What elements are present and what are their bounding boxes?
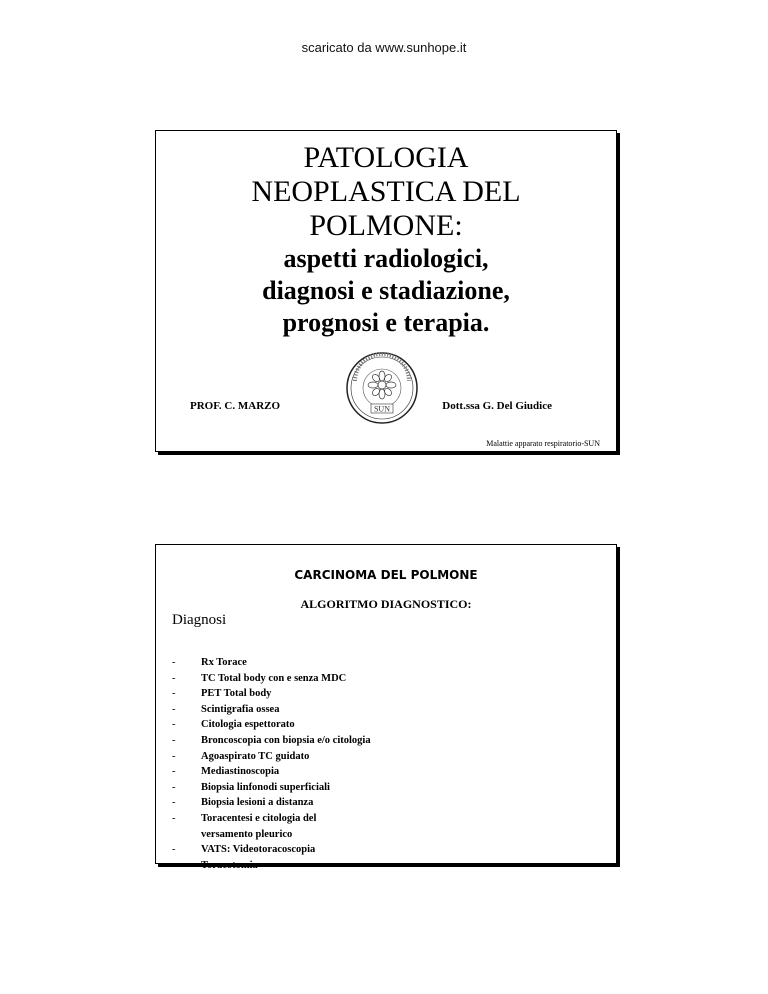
list-item: - Toracentesi e citologia del versamento pleurico <box>172 812 317 840</box>
list-item: - VATS: Videotoracoscopia <box>172 844 316 856</box>
slide-subtitle: ALGORITMO DIAGNOSTICO: <box>300 597 472 611</box>
title-line: PATOLOGIA <box>303 141 469 174</box>
subtitle-line: diagnosi e stadiazione, <box>262 276 510 305</box>
author-right: Dott.ssa G. Del Giudice <box>442 400 552 412</box>
page-header: scaricato da www.sunhope.it <box>301 40 467 55</box>
slide-footer: Malattie apparato respiratorio-SUN <box>486 439 600 448</box>
list-item: - TC Total body con e senza MDC <box>172 672 347 684</box>
list-item: - Rx Torace <box>172 657 247 668</box>
university-seal-logo <box>345 351 419 425</box>
list-item: - Biopsia lesioni a distanza <box>172 797 314 809</box>
svg-text:SUN: SUN <box>373 404 391 414</box>
slide-title-heading <box>156 141 616 243</box>
subtitle-line: aspetti radiologici, <box>283 244 489 273</box>
subtitle-line: prognosi e terapia. <box>282 308 490 337</box>
slide-title-heading: CARCINOMA DEL POLMONE <box>294 568 478 582</box>
list-item: - Mediastinoscopia <box>172 766 280 778</box>
section-heading: Diagnosi <box>172 612 227 628</box>
title-line: NEOPLASTICA DEL <box>251 175 521 208</box>
slide-subtitle <box>156 243 616 339</box>
diagnosis-list <box>172 655 371 873</box>
list-item: - Toracotomia <box>172 859 258 871</box>
list-item: - PET Total body <box>172 688 272 700</box>
author-left: PROF. C. MARZO <box>190 400 281 412</box>
slide-diagnosis <box>155 544 617 871</box>
slide-title <box>155 130 617 452</box>
list-item: - Scintigrafia ossea <box>172 703 280 715</box>
list-item: - Biopsia linfonodi superficiali <box>172 781 330 793</box>
list-item: - Citologia espettorato <box>172 719 295 731</box>
list-item: - Broncoscopia con biopsia e/o citologia <box>172 734 371 746</box>
list-item: - Agoaspirato TC guidato <box>172 750 310 762</box>
title-line: POLMONE: <box>309 209 463 242</box>
